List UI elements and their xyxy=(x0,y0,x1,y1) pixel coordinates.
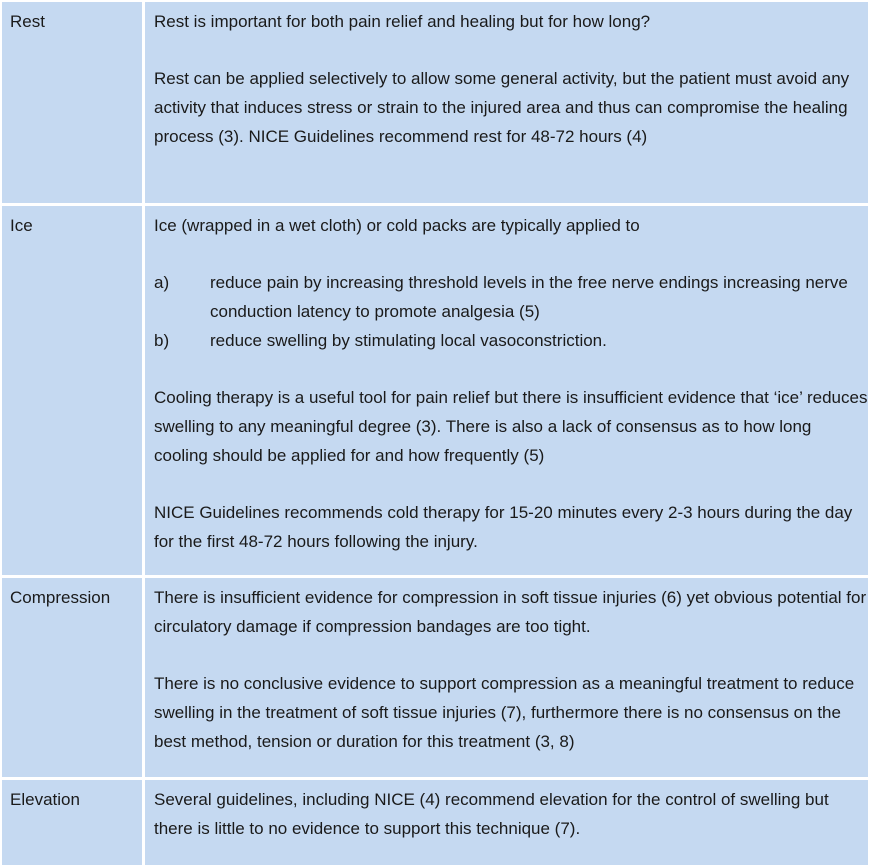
paragraph: NICE Guidelines recommends cold therapy for 15-20 minutes every 2-3 hours during the day for the first 48-72 hours following the injury. xyxy=(154,503,853,551)
table-row xyxy=(0,780,870,865)
row-label-text: Ice xyxy=(10,216,33,235)
list-item xyxy=(154,326,868,355)
list-marker: a) xyxy=(154,273,170,292)
paragraph: Several guidelines, including NICE (4) recommend elevation for the control of swelling but there is little to no evidence to support this technique (7). xyxy=(154,790,829,838)
list-item-text: reduce pain by increasing threshold levels in the free nerve endings increasing nerve conduction latency to promote analgesia (5) xyxy=(210,273,848,321)
row-content-compression xyxy=(145,578,868,777)
row-label-compression xyxy=(2,578,142,777)
paragraph: Cooling therapy is a useful tool for pain relief but there is insufficient evidence that ‘ice’ reduces swelling to any meaningful degree (3). There is also a lack of consensus as to how long cooling should be applied for and how frequently (5) xyxy=(154,388,868,465)
list-item xyxy=(154,268,868,326)
list-marker: b) xyxy=(154,331,170,350)
ordered-list xyxy=(154,268,868,355)
row-content-ice xyxy=(145,206,868,575)
paragraph: There is no conclusive evidence to support compression as a meaningful treatment to reduce swelling in the treatment of soft tissue injuries (7), furthermore there is no consensus on the best method, tension or duration for this treatment (3, 8) xyxy=(154,674,855,751)
paragraph: Rest can be applied selectively to allow some general activity, but the patient must avoid any activity that induces stress or strain to the injured area and thus can compromise the healing process (3). NICE Guidelines recommend rest for 48-72 hours (4) xyxy=(154,69,850,146)
table-row xyxy=(0,206,870,575)
table-row xyxy=(0,578,870,777)
row-label-rest xyxy=(2,2,142,203)
row-content-elevation xyxy=(145,780,868,865)
row-label-text: Rest xyxy=(10,12,45,31)
row-label-ice xyxy=(2,206,142,575)
list-item-text: reduce swelling by stimulating local vasoconstriction. xyxy=(210,331,607,350)
row-label-text: Compression xyxy=(10,588,111,607)
paragraph: There is insufficient evidence for compression in soft tissue injuries (6) yet obvious potential for circulatory damage if compression bandages are too tight. xyxy=(154,588,867,636)
paragraph: Ice (wrapped in a wet cloth) or cold packs are typically applied to xyxy=(154,216,640,235)
row-content-rest xyxy=(145,2,868,203)
row-label-elevation xyxy=(2,780,142,865)
paragraph: Rest is important for both pain relief and healing but for how long? xyxy=(154,12,651,31)
table-row xyxy=(0,2,870,203)
row-label-text: Elevation xyxy=(10,790,80,809)
